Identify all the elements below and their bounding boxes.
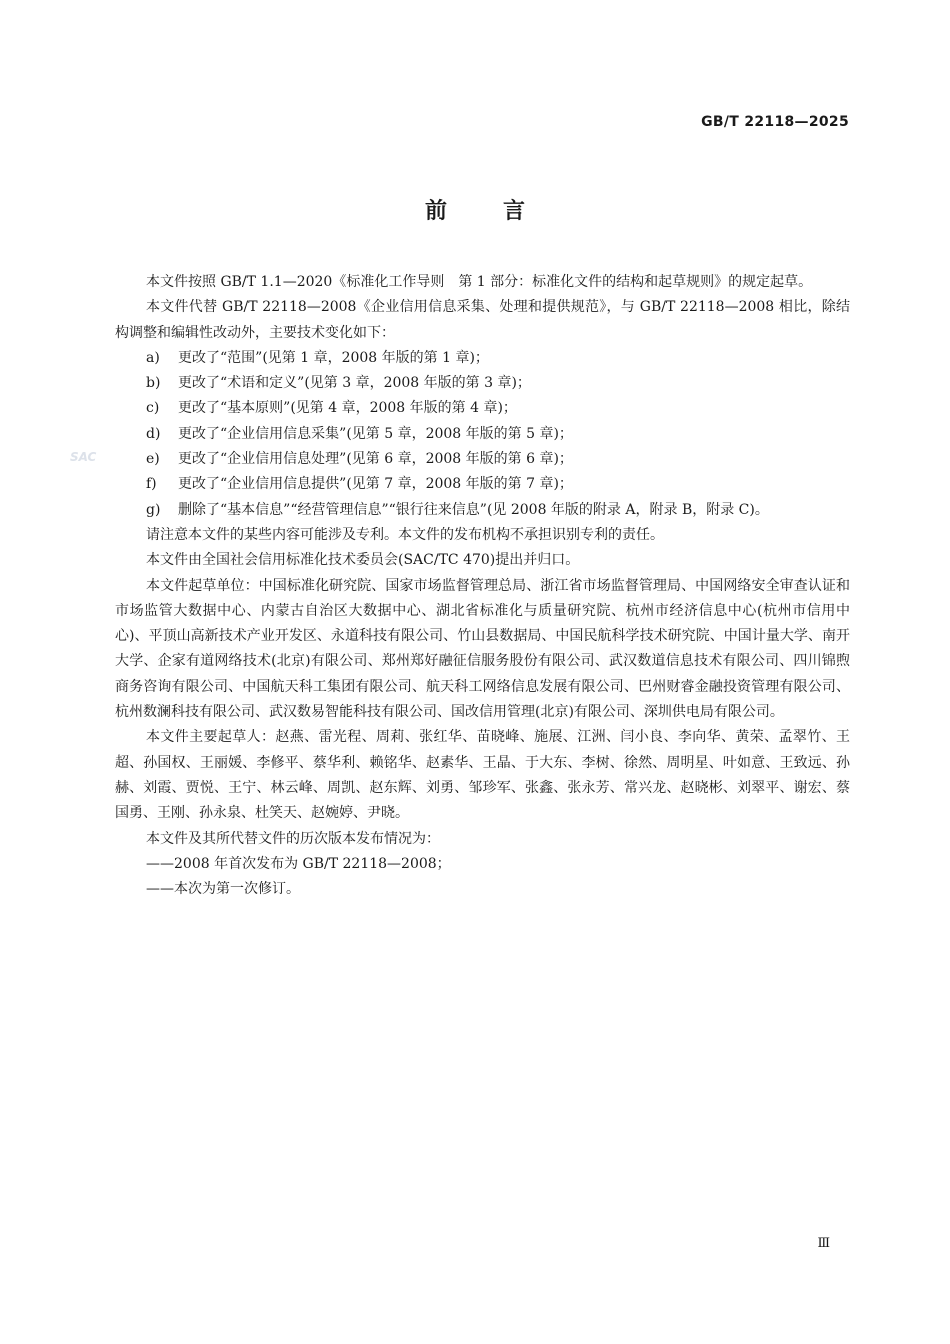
change-item-text: 更改了“企业信用信息处理”(见第 6 章，2008 年版的第 6 章)；	[178, 451, 573, 468]
change-item	[115, 396, 850, 421]
foreword-body	[115, 270, 850, 902]
paragraph-proposer: 本文件由全国社会信用标准化技术委员会(SAC/TC 470)提出并归口。	[146, 552, 580, 569]
change-item	[115, 371, 850, 396]
change-item-text: 更改了“范围”(见第 1 章，2008 年版的第 1 章)；	[178, 349, 489, 366]
change-item-marker: c)	[146, 400, 160, 417]
change-item-text: 更改了“术语和定义”(见第 3 章，2008 年版的第 3 章)；	[178, 375, 531, 392]
change-item	[115, 498, 850, 523]
change-item-text: 更改了“企业信用信息提供”(见第 7 章，2008 年版的第 7 章)；	[178, 476, 573, 493]
change-item-marker: d)	[146, 425, 161, 442]
page-number: Ⅲ	[817, 1236, 830, 1251]
standard-code: GB/T 22118—2025	[701, 114, 849, 130]
paragraph-drafting-rules: 本文件按照 GB/T 1.1—2020《标准化工作导则 第 1 部分：标准化文件的结构和起草规则》的规定起草。	[146, 274, 813, 290]
history-item: ——2008 年首次发布为 GB/T 22118—2008；	[146, 855, 451, 872]
change-item-marker: a)	[146, 349, 160, 366]
paragraph-patent-notice: 请注意本文件的某些内容可能涉及专利。本文件的发布机构不承担识别专利的责任。	[146, 526, 664, 543]
paragraph-history-intro: 本文件及其所代替文件的历次版本发布情况为：	[146, 830, 440, 847]
change-item-marker: f)	[146, 476, 157, 493]
sac-watermark: SAC	[70, 450, 97, 464]
change-item-text: 删除了“基本信息”“经营管理信息”“银行往来信息”(见 2008 年版的附录 A，附录 B，附录 C)。	[178, 501, 769, 518]
change-item-marker: g)	[146, 501, 161, 518]
change-item	[115, 472, 850, 497]
change-item-marker: b)	[146, 375, 161, 392]
change-item-marker: e)	[146, 451, 160, 468]
history-item: ——本次为第一次修订。	[146, 881, 300, 898]
page-title: 前言	[424, 199, 581, 224]
paragraph-replacement: 本文件代替 GB/T 22118—2008《企业信用信息采集、处理和提供规范》，与 GB/T 22118—2008 相比，除结构调整和编辑性改动外，主要技术变化如下：	[115, 299, 850, 341]
paragraph-drafters: 本文件主要起草人：赵燕、雷光程、周莉、张红华、苗晓峰、施展、江洲、闫小良、李向华、黄荣、孟翠竹、王超、孙国权、王丽媛、李修平、蔡华利、赖铭华、赵素华、王晶、于大东、李树、徐然、周明星、叶如意、王致远、孙赫、刘霞、贾悦、王宁、林云峰、周凯、赵东辉、刘勇、邹珍军、张鑫、张永芳、常兴龙、赵晓彬、刘翠平、谢宏、蔡国勇、王刚、孙永泉、杜笑天、赵婉婷、尹晓。	[115, 729, 850, 822]
change-item	[115, 422, 850, 447]
paragraph-drafting-units: 本文件起草单位：中国标准化研究院、国家市场监督管理总局、浙江省市场监督管理局、中国网络安全审查认证和市场监管大数据中心、内蒙古自治区大数据中心、湖北省标准化与质量研究院、杭州市经济信息中心(杭州市信用中心)、平顶山高新技术产业开发区、永道科技有限公司、竹山县数据局、中国民航科学技术研究院、中国计量大学、南开大学、企家有道网络技术(北京)有限公司、郑州郑好融征信服务股份有限公司、武汉数道信息技术有限公司、四川锦煦商务咨询有限公司、中国航天科工集团有限公司、航天科工网络信息发展有限公司、巴州财睿金融投资管理有限公司、杭州数澜科技有限公司、武汉数易智能科技有限公司、国改信用管理(北京)有限公司、深圳供电局有限公司。	[115, 577, 850, 721]
change-item	[115, 447, 850, 472]
change-item	[115, 346, 850, 371]
change-item-text: 更改了“企业信用信息采集”(见第 5 章，2008 年版的第 5 章)；	[178, 425, 573, 442]
change-item-text: 更改了“基本原则”(见第 4 章，2008 年版的第 4 章)；	[178, 400, 517, 417]
